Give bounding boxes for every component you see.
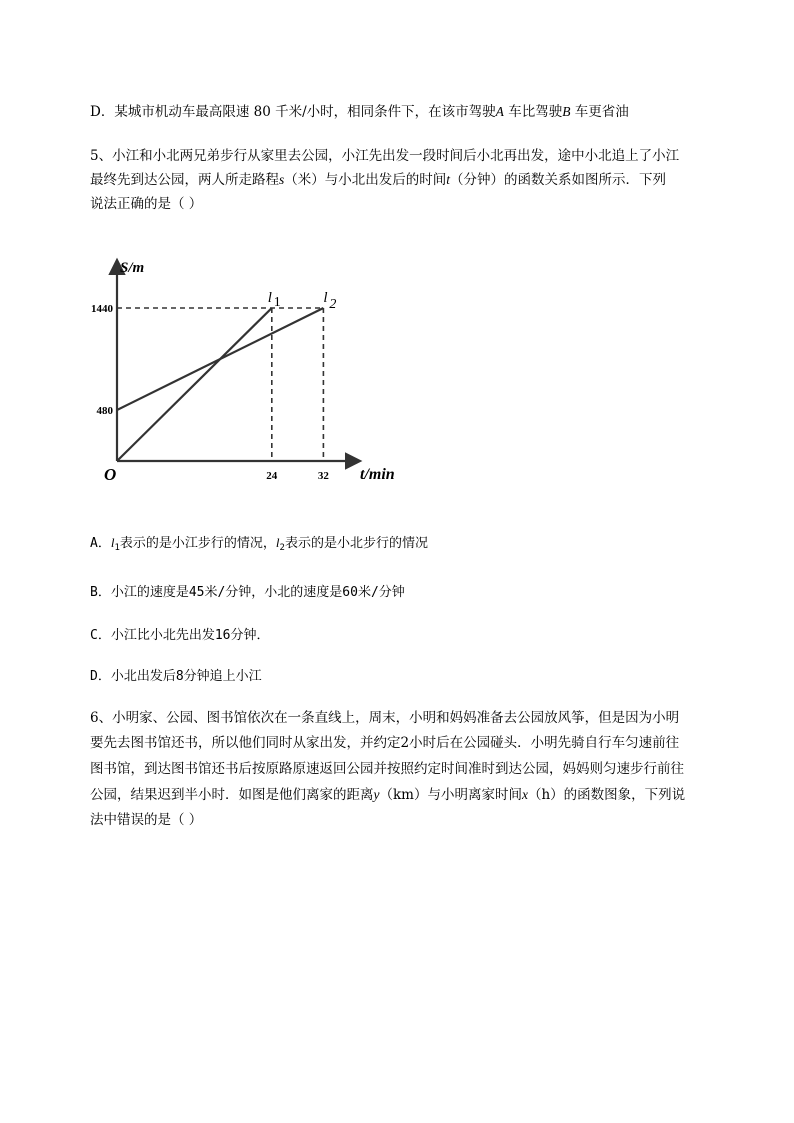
- option-label: D．: [90, 669, 111, 684]
- q5-option-a[interactable]: [90, 532, 428, 553]
- car-b: B: [562, 104, 571, 119]
- q5-line-1: 5、小江和小北两兄弟步行从家里去公园，小江先出发一段时间后小北再出发，途中小北追上了小江: [90, 148, 680, 164]
- series-label-sub-l2: 2: [329, 297, 337, 312]
- option-label: A．: [90, 536, 111, 551]
- series-label-l1: l: [267, 290, 272, 306]
- subscript: 1: [114, 543, 120, 553]
- var-t: t: [446, 172, 451, 187]
- q5-line-2: [90, 168, 666, 188]
- dashed-guides: [117, 308, 323, 461]
- option-text: 某城市机动车最高限速: [114, 104, 250, 120]
- text: （米）与小北出发后的时间: [284, 172, 447, 188]
- x-tick-label: 24: [266, 470, 278, 482]
- option-text: 表示的是小江步行的情况，: [119, 536, 276, 551]
- series-label-l2: l: [323, 290, 328, 306]
- var-y: y: [373, 787, 380, 802]
- q5-option-d[interactable]: [90, 665, 262, 684]
- var-l1: l: [110, 535, 115, 550]
- series-line-l2: [117, 308, 323, 410]
- var-l2: l: [275, 535, 280, 550]
- chart-labels: [91, 260, 395, 484]
- option-text: 小江的速度是45米/分钟，小北的速度是60米/分钟: [110, 585, 405, 600]
- text: 公园，结果迟到半小时．如图是他们离家的距离: [90, 787, 374, 803]
- text: 要先去图书馆还书，所以他们同时从家出发，并约定: [90, 735, 401, 751]
- y-tick-label: 1440: [91, 303, 113, 315]
- speed-value: 80: [253, 104, 271, 120]
- x-tick-label: 32: [317, 470, 329, 482]
- text: 最终先到达公园，两人所走路程: [90, 172, 279, 188]
- q6-line-1: 6、小明家、公园、图书馆依次在一条直线上，周末，小明和妈妈准备去公园放风筝，但是因为小明: [90, 710, 680, 726]
- series-label-sub-l1: 1: [273, 295, 281, 310]
- text: （h）的函数图象，下列说: [527, 787, 686, 803]
- option-text: 小北出发后8分钟追上小江: [110, 669, 262, 684]
- option-text: 小江比小北先出发16分钟．: [110, 628, 270, 643]
- q5-option-b[interactable]: [90, 581, 405, 600]
- option-label: C．: [90, 628, 111, 643]
- q5-option-c[interactable]: [90, 624, 269, 643]
- series-lines: [117, 308, 323, 461]
- q5-line-3: 说法正确的是（ ）: [90, 196, 203, 212]
- text: （km）与小明离家时间: [379, 787, 522, 803]
- var-s: s: [279, 172, 285, 187]
- option-text: 车更省油: [574, 104, 629, 120]
- y-axis-label: S/m: [120, 260, 145, 276]
- q6-line-5: 法中错误的是（ ）: [90, 812, 203, 828]
- text: （分钟）的函数关系如图所示．下列: [450, 172, 667, 188]
- distance-time-graph: [91, 254, 416, 490]
- q6-line-2: [90, 731, 679, 751]
- option-text: 车比驾驶: [508, 104, 563, 120]
- prev-option-d: [90, 100, 629, 120]
- option-label: B．: [90, 585, 111, 600]
- option-text: 表示的是小北步行的情况: [284, 536, 428, 551]
- text: 小时后在公园碰头．小明先骑自行车匀速前往: [409, 735, 680, 751]
- hours-value: 2: [400, 735, 410, 751]
- origin-label: O: [104, 465, 117, 484]
- option-text: 千米/小时，相同条件下，在该市驾驶: [275, 104, 496, 120]
- var-x: x: [521, 787, 528, 802]
- q6-line-4: [90, 783, 685, 803]
- car-a: A: [495, 104, 504, 119]
- x-axis-label: t/min: [360, 466, 395, 483]
- q6-line-3: 图书馆，到达图书馆还书后按原路原速返回公园并按照约定时间准时到达公园，妈妈则匀速步行前往: [90, 761, 684, 777]
- option-label: D．: [90, 104, 115, 120]
- y-tick-label: 480: [96, 405, 113, 417]
- series-line-l1: [117, 308, 272, 461]
- subscript: 2: [279, 543, 285, 553]
